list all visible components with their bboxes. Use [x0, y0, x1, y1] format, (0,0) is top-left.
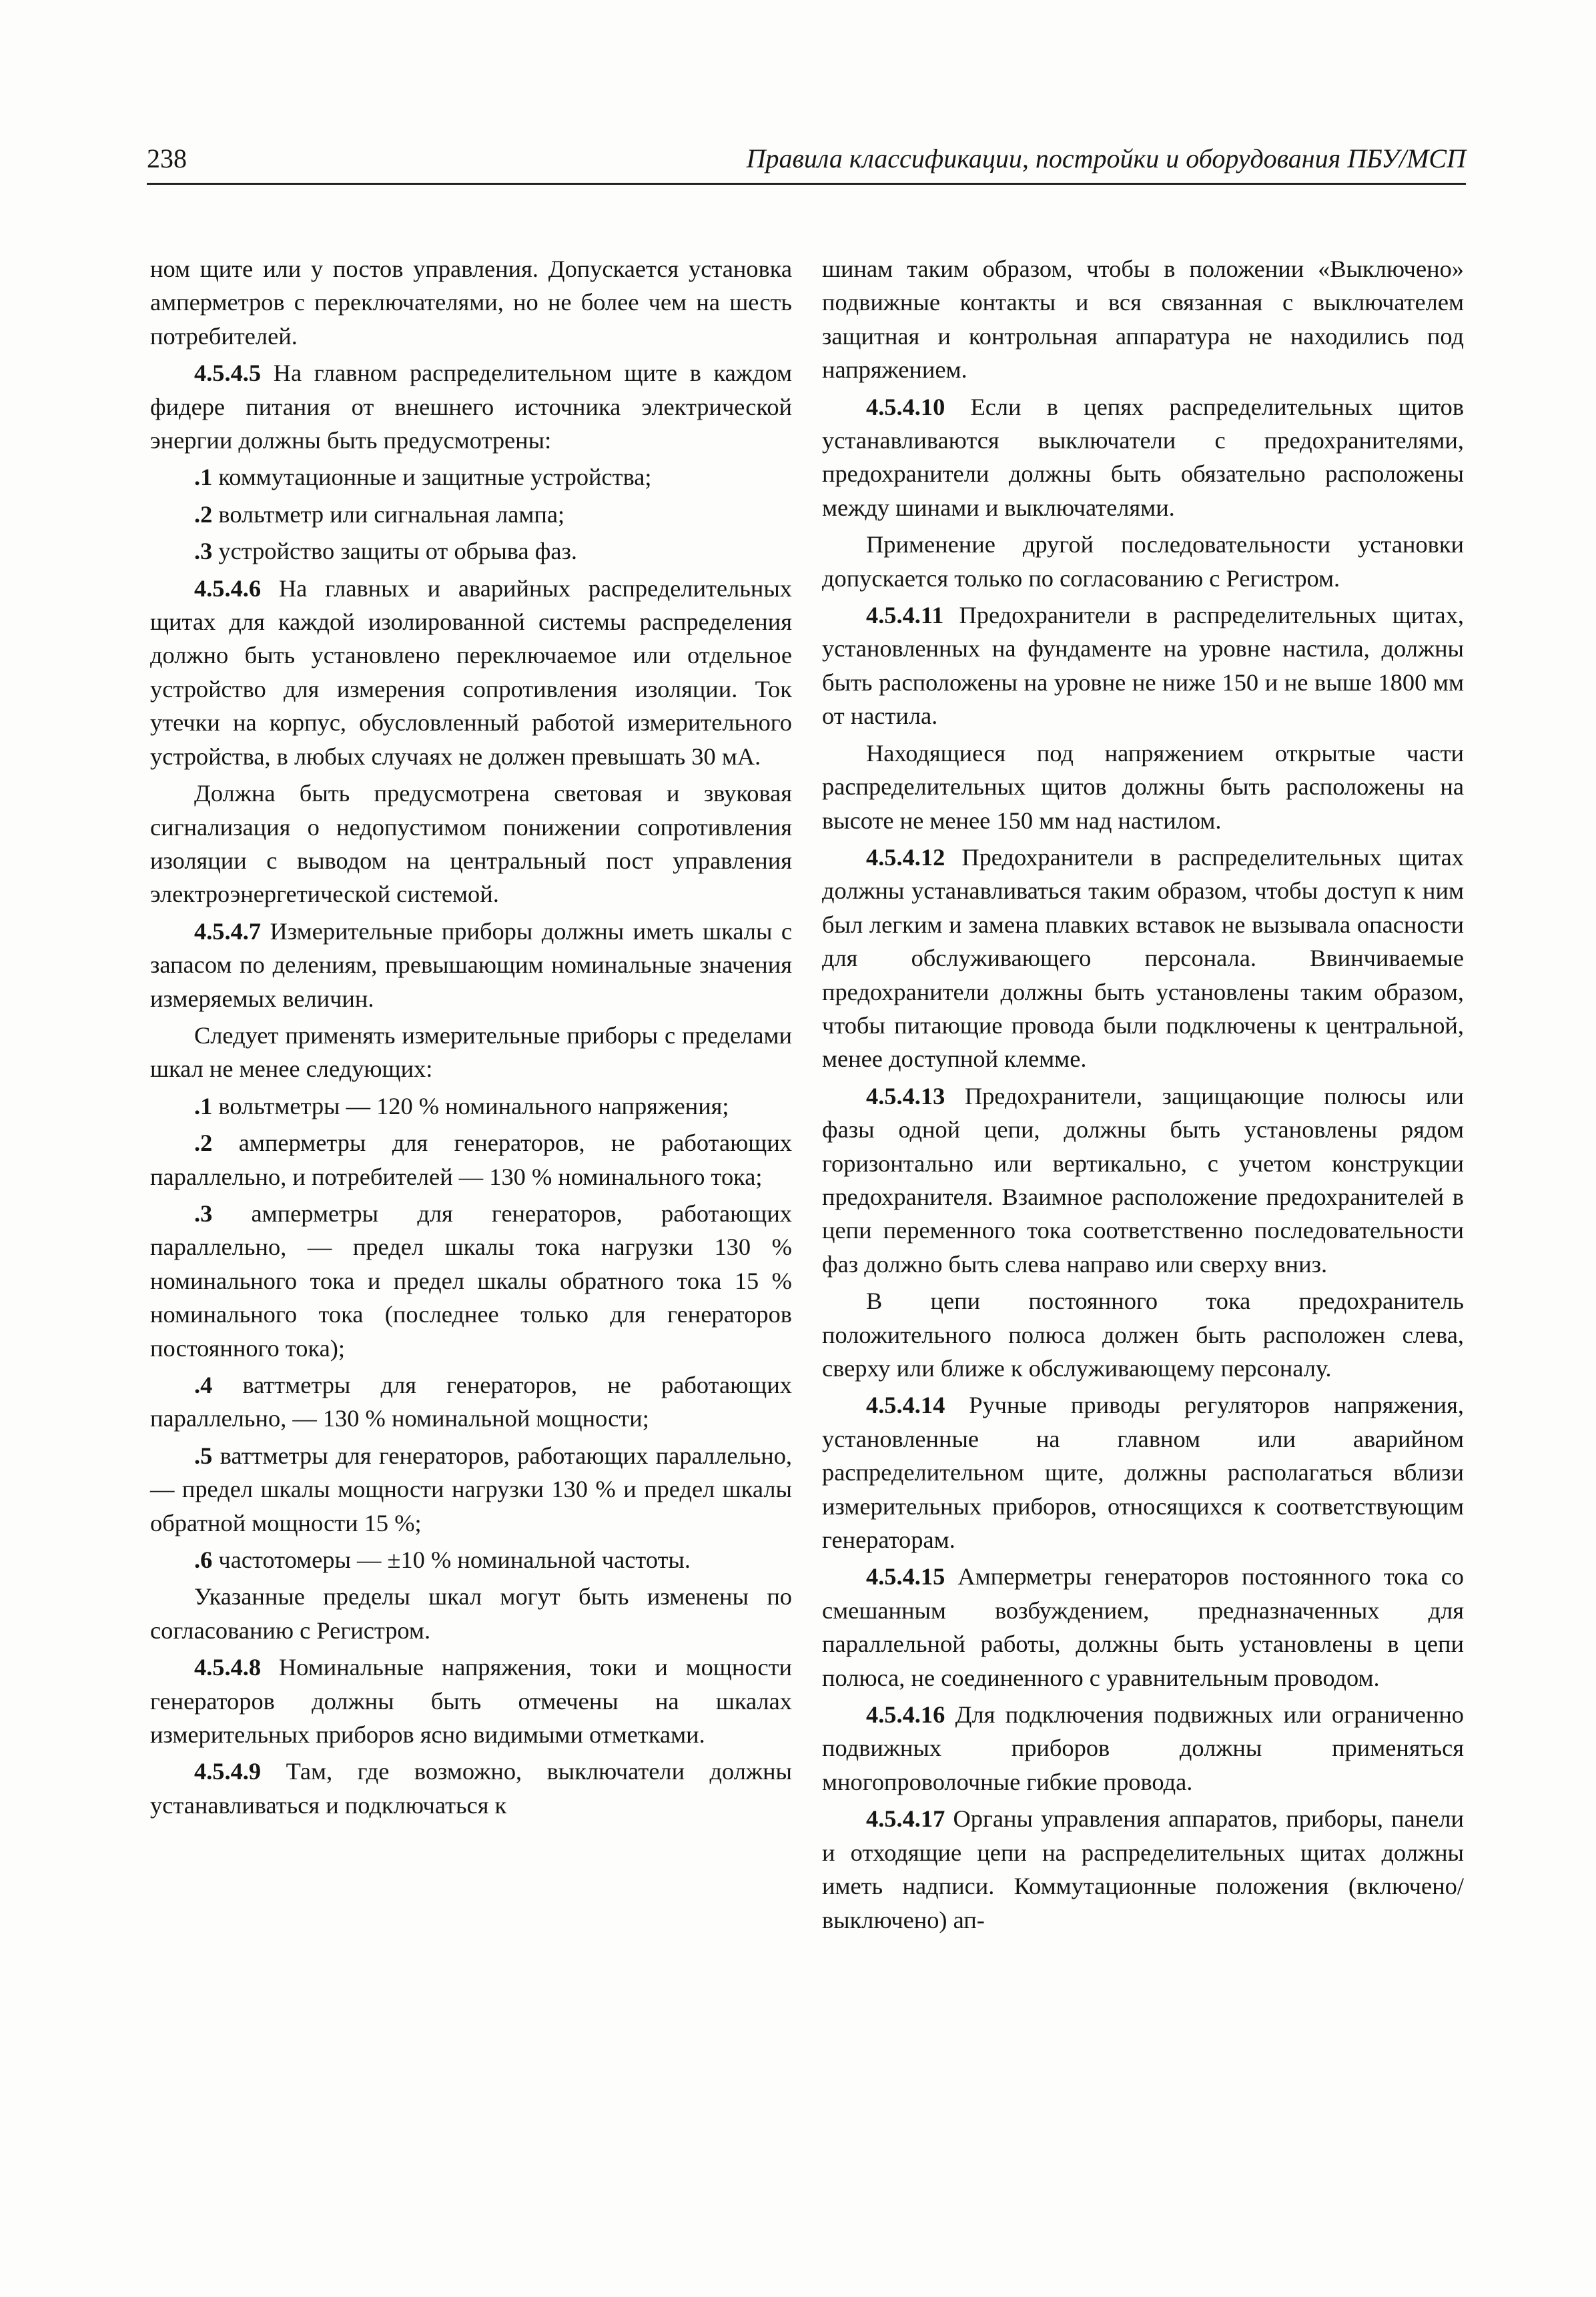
item-number: .6 [194, 1546, 213, 1574]
clause-text: Применение другой последовательности установки допускается только по согласованию с Регистром. [822, 531, 1464, 592]
clause-text: Указанные пределы шкал могут быть изменены по согласованию с Регистром. [150, 1583, 792, 1644]
paragraph [150, 1126, 792, 1194]
item-number: .1 [194, 464, 213, 491]
paragraph [150, 1439, 792, 1540]
clause-number: 4.5.4.5 [194, 360, 262, 387]
paragraph [150, 1543, 792, 1576]
clause-text: Предохранители, защищающие полюсы или фазы одной цепи, должны быть установлены рядом горизонтально или вертикально, с учетом конструкции предохранителя. Взаимное расположение предохранителей в цепи переменного тока соответственно последовательности фаз должно быть слева направо или сверху вниз. [822, 1082, 1464, 1278]
paragraph [150, 252, 792, 353]
paragraph [150, 534, 792, 568]
clause-number: 4.5.4.17 [866, 1805, 945, 1833]
clause-text: Следует применять измерительные приборы с пределами шкал не менее следующих: [150, 1021, 792, 1083]
running-header [147, 140, 1466, 185]
clause-text: В цепи постоянного тока предохранитель положительного полюса должен быть расположен слева, сверху или ближе к обслуживающему персоналу. [822, 1288, 1464, 1382]
paragraph [150, 460, 792, 494]
page-number: 238 [147, 143, 187, 173]
clause-number: 4.5.4.14 [866, 1392, 945, 1419]
item-text: частотомеры — ±10 % номинальной частоты. [218, 1546, 691, 1574]
paragraph [822, 737, 1464, 837]
clause-text: Номинальные напряжения, токи и мощности генераторов должны быть отмечены на шкалах измерительных приборов ясно видимыми отметками. [150, 1654, 792, 1749]
clause-number: 4.5.4.7 [194, 917, 262, 945]
paragraph [822, 1698, 1464, 1799]
paragraph [150, 1019, 792, 1086]
item-text: амперметры для генераторов, работающих параллельно, — предел шкалы тока нагрузки 130 % номинального тока и предел шкалы обратного тока 15 % номинального тока (последнее только для генераторов постоянного тока); [150, 1200, 792, 1362]
item-number: .1 [194, 1092, 213, 1119]
item-text: вольтметры — 120 % номинального напряжения; [218, 1092, 729, 1119]
paragraph [822, 841, 1464, 1076]
clause-number: 4.5.4.6 [194, 574, 262, 602]
right-column [822, 252, 1464, 1940]
paragraph [150, 915, 792, 1015]
paragraph [150, 1755, 792, 1822]
paragraph [822, 390, 1464, 525]
paragraph [822, 252, 1464, 387]
clause-text: ном щите или у постов управления. Допускается установка амперметров с переключателями, но не более чем на шесть потребителей. [150, 256, 792, 350]
clause-text: Если в цепях распределительных щитов устанавливаются выключатели с предохранителями, предохранители должны быть обязательно расположены между шинами и выключателями. [822, 393, 1464, 521]
paragraph [150, 1197, 792, 1365]
clause-text: Органы управления аппаратов, приборы, панели и отходящие цепи на распределительных щитах должны иметь надписи. Коммутационные положения (включено/выключено) ап- [822, 1805, 1464, 1933]
paragraph [150, 777, 792, 911]
clause-text: Там, где возможно, выключатели должны устанавливаться и подключаться к [150, 1758, 792, 1819]
clause-number: 4.5.4.10 [866, 393, 945, 420]
clause-text: На главном распределительном щите в каждом фидере питания от внешнего источника электрической энергии должны быть предусмотрены: [150, 360, 792, 454]
clause-text: Должна быть предусмотрена световая и звуковая сигнализация о недопустимом понижении сопротивления изоляции с выводом на центральный пост управления электроэнергетической системой. [150, 780, 792, 908]
clause-text: Амперметры генераторов постоянного тока со смешанным возбуждением, предназначенных для параллельной работы, должны быть установлены в цепи полюса, не соединенного с уравнительным проводом. [822, 1563, 1464, 1691]
clause-number: 4.5.4.11 [866, 602, 944, 629]
paragraph [150, 572, 792, 773]
clause-text: Измерительные приборы должны иметь шкалы с запасом по делениям, превышающим номинальные значения измеряемых величин. [150, 917, 792, 1012]
item-text: ваттметры для генераторов, работающих параллельно, — предел шкалы мощности нагрузки 130 % и предел шкалы обратной мощности 15 %; [150, 1442, 792, 1536]
item-text: устройство защиты от обрыва фаз. [218, 538, 577, 565]
item-text: вольтметр или сигнальная лампа; [218, 500, 565, 528]
item-text: ваттметры для генераторов, не работающих параллельно, — 130 % номинальной мощности; [150, 1372, 792, 1432]
item-number: .2 [194, 1129, 213, 1157]
clause-text: Для подключения подвижных или ограниченно подвижных приборов должны применяться многопроволочные гибкие провода. [822, 1701, 1464, 1795]
item-text: коммутационные и защитные устройства; [218, 464, 652, 491]
paragraph [822, 1388, 1464, 1556]
left-column [150, 252, 792, 1825]
clause-number: 4.5.4.9 [194, 1758, 262, 1785]
item-number: .5 [194, 1442, 213, 1469]
paragraph [822, 528, 1464, 595]
clause-text: Предохранители в распределительных щитах должны устанавливаться таким образом, чтобы доступ к ним был легким и замена плавких вставок не вызывала опасности для обслуживающего персонала. Ввинчиваемые предохранители должны быть установлены таким образом, чтобы питающие провода были подключены к центральной, менее доступной клемме. [822, 843, 1464, 1073]
item-number: .3 [194, 1200, 213, 1227]
paragraph [150, 1089, 792, 1123]
clause-text: Ручные приводы регуляторов напряжения, установленные на главном или аварийном распределительном щите, должны располагаться вблизи измерительных приборов, относящихся к соответствующим генераторам. [822, 1392, 1464, 1554]
clause-number: 4.5.4.15 [866, 1563, 945, 1590]
paragraph [822, 1560, 1464, 1695]
clause-text: Находящиеся под напряжением открытые части распределительных щитов должны быть расположены на высоте не менее 150 мм над настилом. [822, 739, 1464, 834]
paragraph [150, 1580, 792, 1647]
paragraph [822, 1802, 1464, 1937]
paragraph [822, 598, 1464, 733]
paragraph [150, 1651, 792, 1751]
clause-text: На главных и аварийных распределительных щитах для каждой изолированной системы распределения должно быть установлено переключаемое или отдельное устройство для измерения сопротивления изоляции. Ток утечки на корпус, обусловленный работой измерительного устройства, в любых случаях не должен превышать 30 мА. [150, 574, 792, 770]
clause-number: 4.5.4.8 [194, 1654, 262, 1681]
paragraph [822, 1284, 1464, 1385]
paragraph [150, 498, 792, 531]
paragraph [150, 1368, 792, 1436]
item-text: амперметры для генераторов, не работающих параллельно, и потребителей — 130 % номинального тока; [150, 1129, 792, 1190]
item-number: .4 [194, 1372, 213, 1398]
item-number: .2 [194, 500, 213, 528]
running-title: Правила классификации, постройки и оборудования ПБУ/МСП [746, 143, 1466, 173]
clause-text: Предохранители в распределительных щитах, установленных на фундаменте на уровне настила, должны быть расположены на уровне не ниже 150 и не выше 1800 мм от настила. [822, 602, 1464, 730]
clause-number: 4.5.4.16 [866, 1701, 945, 1729]
paragraph [822, 1079, 1464, 1281]
item-number: .3 [194, 538, 213, 565]
clause-text: шинам таким образом, чтобы в положении «Выключено» подвижные контакты и вся связанная с выключателем защитная и контрольная аппаратура не находились под напряжением. [822, 256, 1464, 384]
clause-number: 4.5.4.12 [866, 843, 945, 871]
paragraph [150, 356, 792, 457]
clause-number: 4.5.4.13 [866, 1082, 945, 1109]
